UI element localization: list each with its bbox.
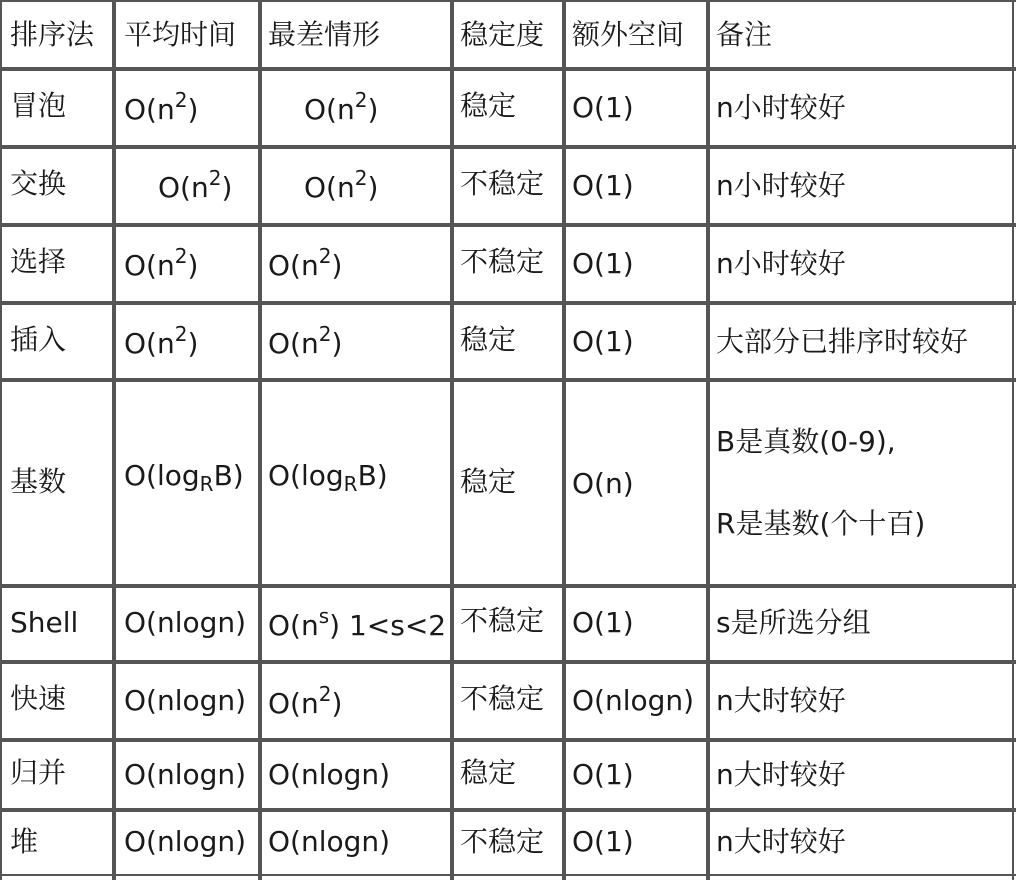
complexity-exponent: 2 (318, 322, 332, 346)
cell-method: 基数 (10, 465, 67, 498)
complexity-exponent: 2 (318, 244, 332, 268)
row-divider (0, 223, 1016, 227)
complexity-exponent: 2 (208, 166, 222, 190)
complexity-base: O(n (124, 93, 175, 126)
cell-note: n小时较好 (716, 169, 846, 202)
column-divider (706, 0, 710, 880)
cell-note: n大时较好 (716, 825, 846, 858)
cell-extra-space: O(1) (572, 758, 634, 791)
complexity-tail: ) (187, 327, 199, 360)
cell-stability: 稳定 (460, 465, 517, 498)
complexity-tail: ) (187, 249, 199, 282)
cell-average-time (124, 322, 199, 360)
cell-average-time (158, 166, 233, 204)
cell-extra-space: O(1) (572, 91, 634, 124)
cell-method: 交换 (10, 167, 67, 200)
complexity-tail: ) (367, 93, 379, 126)
complexity-base: O(log (124, 459, 200, 492)
cell-worst-case (268, 459, 388, 496)
cell-method: 堆 (10, 825, 39, 858)
cell-average-time (124, 459, 244, 496)
cell-worst-case: O(nlogn) (268, 825, 391, 858)
column-divider (450, 0, 454, 880)
cell-method: Shell (10, 606, 79, 639)
row-divider (0, 378, 1016, 382)
cell-stability: 不稳定 (460, 245, 545, 278)
row-divider (0, 67, 1016, 71)
row-divider (0, 301, 1016, 305)
complexity-tail: ) 1<s<2 (329, 609, 447, 642)
cell-stability: 稳定 (460, 756, 517, 789)
complexity-exponent: 2 (174, 322, 188, 346)
row-divider (0, 874, 1016, 876)
complexity-base: O(n (124, 327, 175, 360)
complexity-exponent: 2 (354, 88, 368, 112)
cell-method: 选择 (10, 245, 67, 278)
column-divider (258, 0, 262, 880)
column-divider (0, 0, 2, 880)
cell-average-time: O(nlogn) (124, 758, 247, 791)
header-stability: 稳定度 (460, 18, 545, 51)
complexity-tail: ) (187, 93, 199, 126)
cell-method: 快速 (10, 682, 67, 715)
cell-stability: 稳定 (460, 89, 517, 122)
complexity-base: O(log (268, 459, 344, 492)
complexity-exponent: s (318, 604, 330, 628)
complexity-subscript: R (199, 472, 214, 496)
cell-worst-case (268, 322, 343, 360)
row-divider (0, 738, 1016, 742)
cell-note-line-1: B是真数(0-9), (716, 425, 896, 458)
cell-extra-space: O(1) (572, 247, 634, 280)
cell-note: n大时较好 (716, 758, 846, 791)
cell-stability: 不稳定 (460, 604, 545, 637)
complexity-base: O(n (304, 93, 355, 126)
complexity-base: O(n (268, 249, 319, 282)
header-extra-space: 额外空间 (572, 18, 685, 51)
row-divider (0, 145, 1016, 149)
complexity-base: O(n (268, 687, 319, 720)
complexity-exponent: 2 (174, 244, 188, 268)
cell-worst-case (268, 244, 343, 282)
header-worst-case: 最差情形 (268, 18, 381, 51)
complexity-base: O(n (158, 171, 209, 204)
cell-stability: 不稳定 (460, 167, 545, 200)
cell-note: s是所选分组 (716, 606, 871, 639)
cell-extra-space: O(1) (572, 825, 634, 858)
cell-average-time: O(nlogn) (124, 825, 247, 858)
cell-method: 归并 (10, 756, 67, 789)
complexity-tail: ) (367, 171, 379, 204)
row-divider (0, 808, 1016, 812)
complexity-tail: ) (331, 327, 343, 360)
cell-worst-case (304, 88, 379, 126)
cell-stability: 稳定 (460, 323, 517, 356)
cell-extra-space: O(1) (572, 169, 634, 202)
complexity-tail: ) (331, 249, 343, 282)
cell-worst-case (268, 604, 447, 642)
complexity-base: O(n (268, 609, 319, 642)
column-divider (562, 0, 566, 880)
cell-extra-space: O(1) (572, 606, 634, 639)
cell-note: 大部分已排序时较好 (716, 325, 969, 358)
row-divider (0, 584, 1016, 588)
column-divider (1012, 0, 1014, 880)
complexity-tail: ) (331, 687, 343, 720)
header-method: 排序法 (10, 18, 95, 51)
complexity-base: O(n (268, 327, 319, 360)
cell-stability: 不稳定 (460, 825, 545, 858)
cell-note: n小时较好 (716, 247, 846, 280)
header-average-time: 平均时间 (124, 18, 237, 51)
complexity-exponent: 2 (174, 88, 188, 112)
row-divider (0, 0, 1016, 2)
cell-note: n小时较好 (716, 91, 846, 124)
cell-extra-space: O(nlogn) (572, 684, 695, 717)
complexity-exponent: 2 (318, 682, 332, 706)
cell-average-time: O(nlogn) (124, 606, 247, 639)
cell-average-time (124, 244, 199, 282)
cell-average-time (124, 88, 199, 126)
complexity-tail: B) (357, 459, 388, 492)
complexity-subscript: R (343, 472, 358, 496)
cell-stability: 不稳定 (460, 682, 545, 715)
cell-extra-space: O(1) (572, 325, 634, 358)
complexity-exponent: 2 (354, 166, 368, 190)
cell-note: n大时较好 (716, 684, 846, 717)
complexity-tail: B) (213, 459, 244, 492)
complexity-base: O(n (124, 249, 175, 282)
column-divider (112, 0, 116, 880)
header-note: 备注 (716, 18, 773, 51)
cell-average-time: O(nlogn) (124, 684, 247, 717)
cell-method: 冒泡 (10, 89, 67, 122)
cell-extra-space: O(n) (572, 467, 634, 500)
cell-method: 插入 (10, 323, 67, 356)
cell-worst-case: O(nlogn) (268, 758, 391, 791)
row-divider (0, 660, 1016, 664)
cell-note-line-2: R是基数(个十百) (716, 507, 926, 540)
complexity-tail: ) (221, 171, 233, 204)
complexity-base: O(n (304, 171, 355, 204)
cell-worst-case (268, 682, 343, 720)
cell-worst-case (304, 166, 379, 204)
